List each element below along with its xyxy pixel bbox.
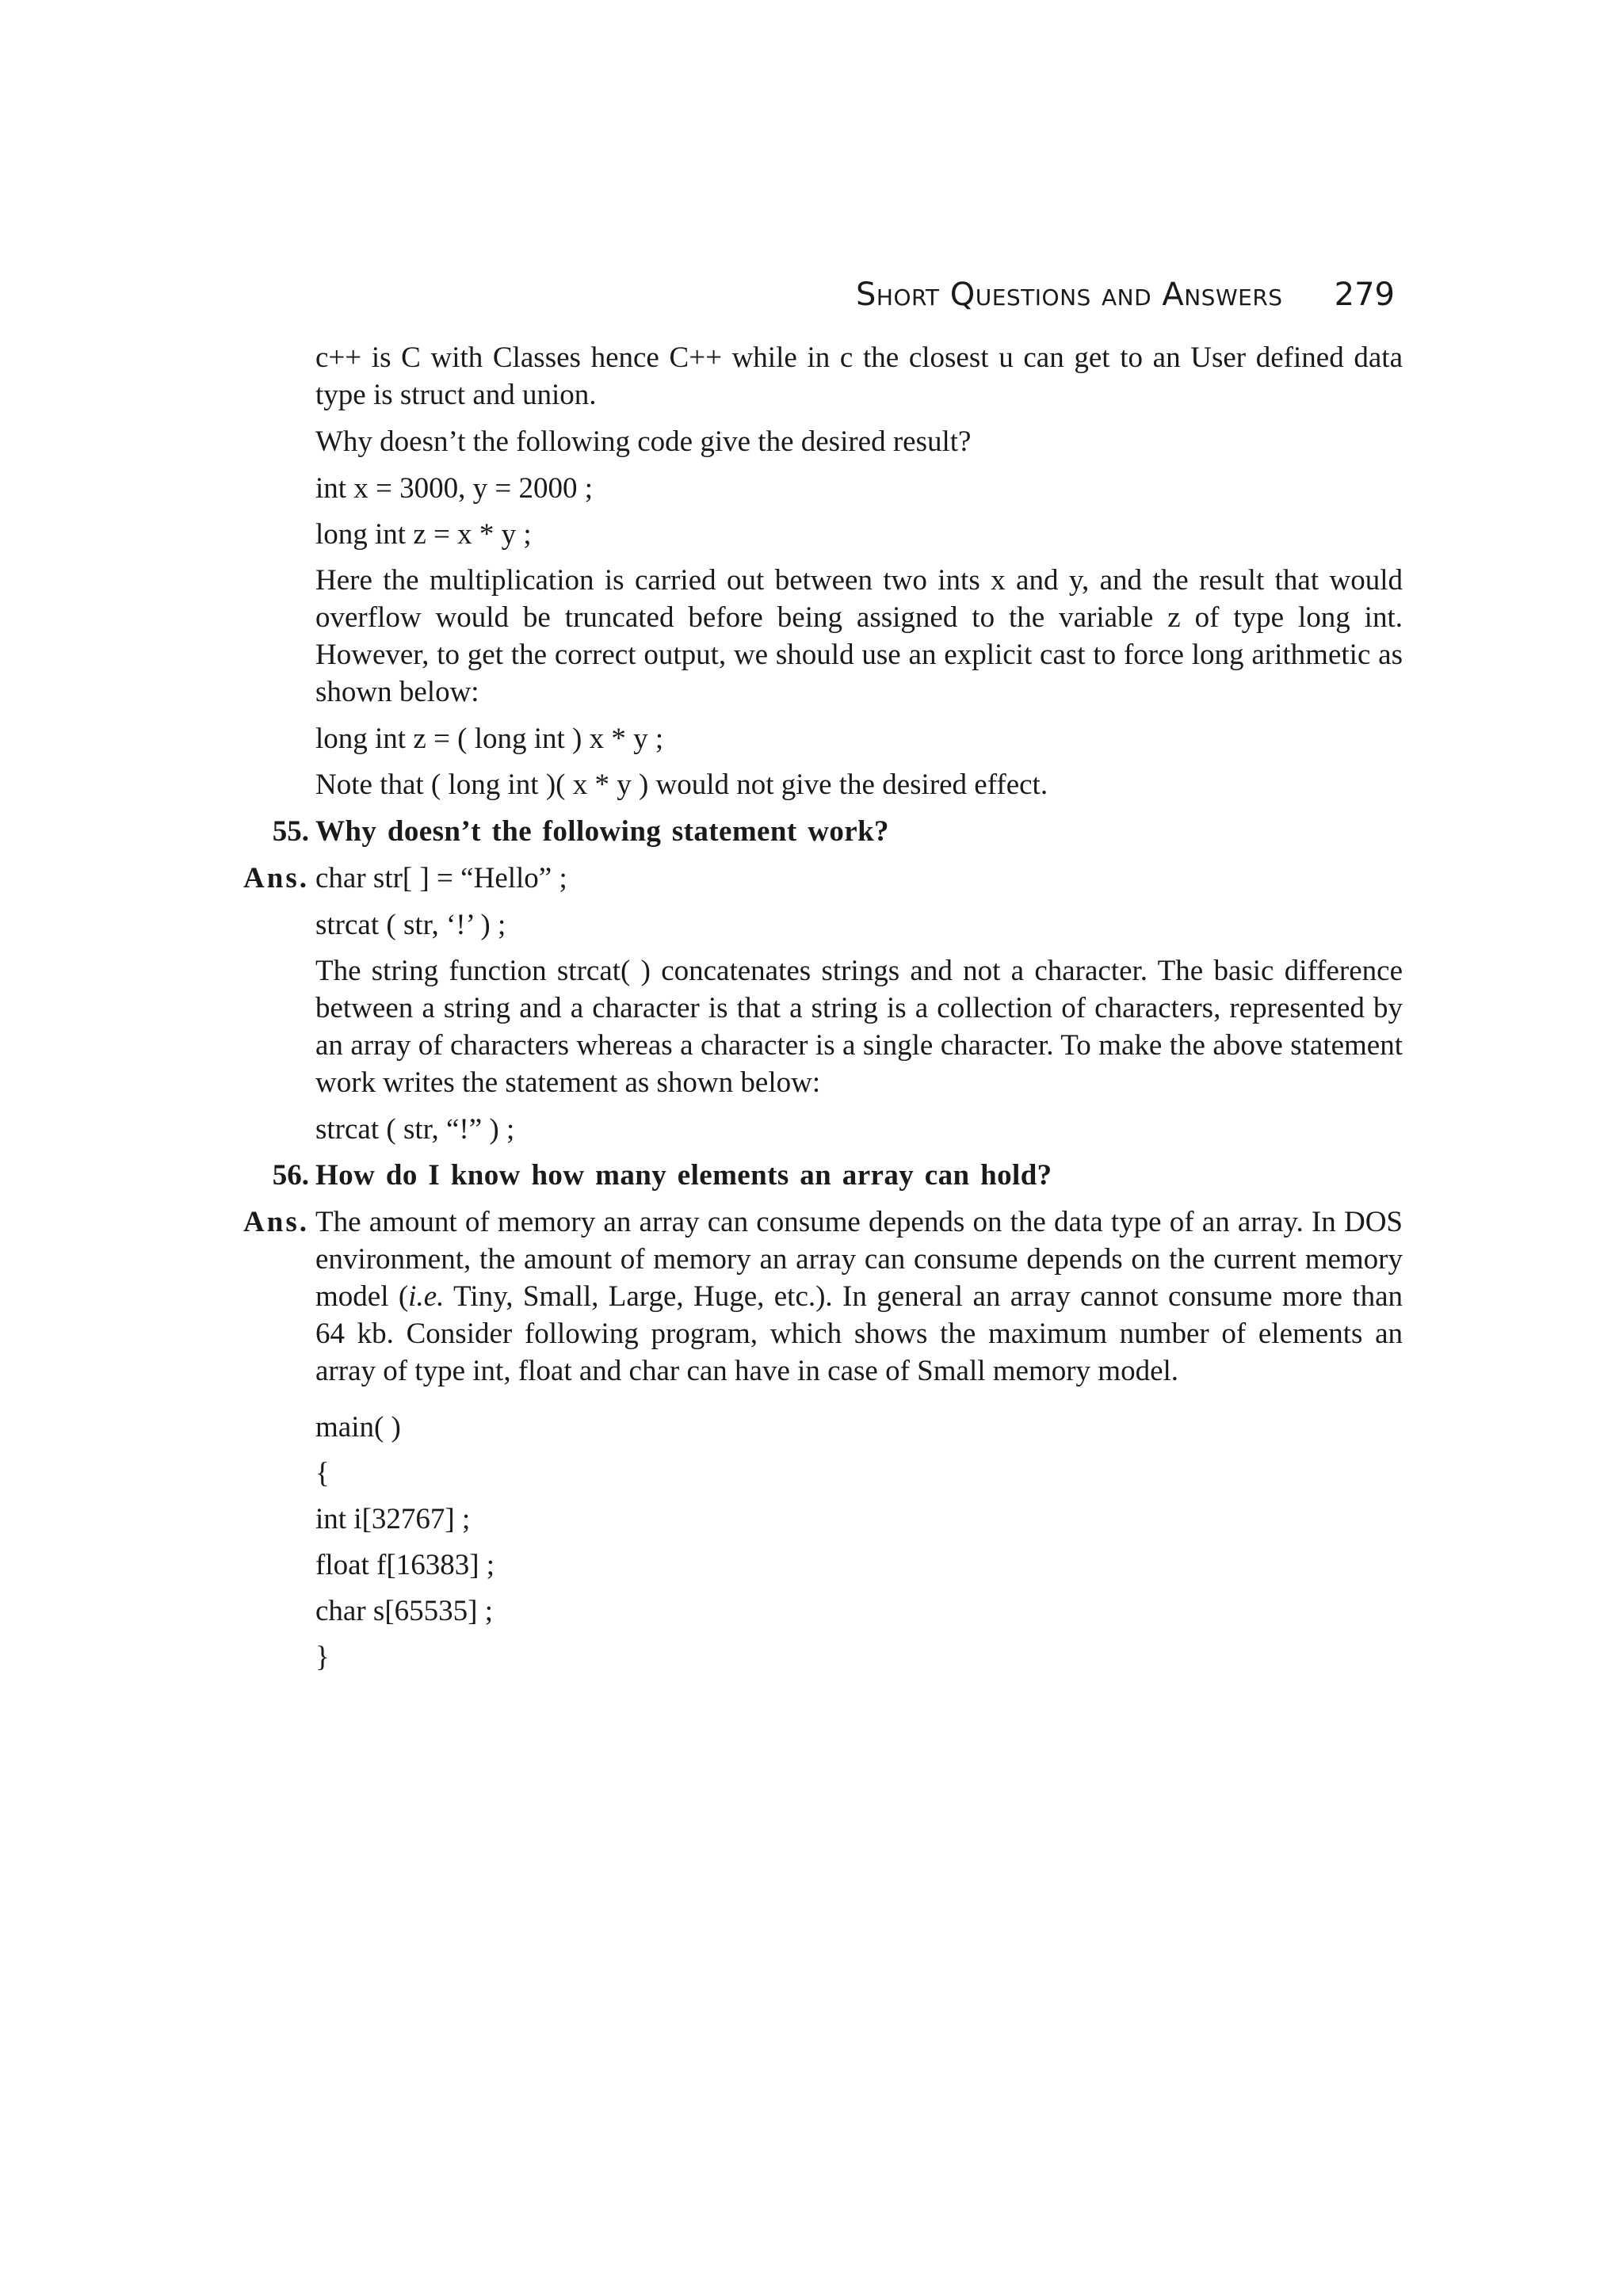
code-line: int i[32767] ; <box>315 1503 471 1535</box>
paragraph-cpp-classes: c++ is C with Classes hence C++ while in c the closest u can get to an User defined data type is struct and union. <box>315 341 1403 411</box>
answer-label: Ans. <box>243 1206 309 1238</box>
paragraph-multiplication-explanation: Here the multiplication is carried out between two ints x and y, and the result that would overflow would be truncated before being assigned to the variable z of type long int. However, to get the correct output, we should use an explicit cast to force long arithmetic as shown below: <box>315 564 1403 708</box>
paragraph-strcat-explanation: The string function strcat( ) concatenates strings and not a character. The basic difference between a string and a character is that a string is a collection of characters, represented by an array of characters whereas a character is a single character. To make the above statement work writes the statement as shown below: <box>315 955 1403 1099</box>
code-line: strcat ( str, “!” ) ; <box>315 1113 515 1146</box>
answer-56 <box>243 1203 1403 1390</box>
code-line: main( ) <box>315 1411 401 1444</box>
code-line: char str[ ] = “Hello” ; <box>315 862 567 894</box>
running-header <box>856 271 1395 318</box>
paragraph-note: Note that ( long int )( x * y ) would not give the desired effect. <box>315 769 1048 801</box>
code-line: { <box>315 1457 330 1489</box>
code-line: float f[16383] ; <box>315 1549 495 1581</box>
paragraph-part: The amount of memory an array can consume depends on the data type of an array. In DOS environment, the amount of memory an array can consume depends on the current memory model ( <box>315 1206 1403 1313</box>
abbreviation-ie: i.e. <box>408 1280 445 1313</box>
code-line: int x = 3000, y = 2000 ; <box>315 472 594 505</box>
code-line: long int z = ( long int ) x * y ; <box>315 723 664 755</box>
running-title: Short Questions and Answers <box>856 277 1283 313</box>
code-line: } <box>315 1641 330 1673</box>
question-text: How do I know how many elements an array can hold? <box>315 1159 1052 1192</box>
code-line: char s[65535] ; <box>315 1595 493 1627</box>
code-line: long int z = x * y ; <box>315 518 532 551</box>
question-56 <box>272 1157 1403 1194</box>
paragraph-why-desired-result: Why doesn’t the following code give the desired result? <box>315 425 972 458</box>
paragraph-part: Tiny, Small, Large, Huge, etc.). In general an array cannot consume more than 64 kb. Consider following program, which shows the maximum number of elements an array of type int, float and char can have in case of Small memory model. <box>315 1280 1403 1387</box>
question-number: 55. <box>272 815 309 848</box>
answer-55 <box>243 860 1403 897</box>
page-number: 279 <box>1334 277 1395 313</box>
question-text: Why doesn’t the following statement work? <box>315 815 889 848</box>
answer-label: Ans. <box>243 862 309 894</box>
paragraph-array-memory <box>315 1203 1403 1390</box>
question-number: 56. <box>272 1159 309 1192</box>
question-55 <box>272 813 1403 850</box>
page-body <box>243 339 1403 1684</box>
code-line: strcat ( str, ‘!’ ) ; <box>315 909 506 941</box>
